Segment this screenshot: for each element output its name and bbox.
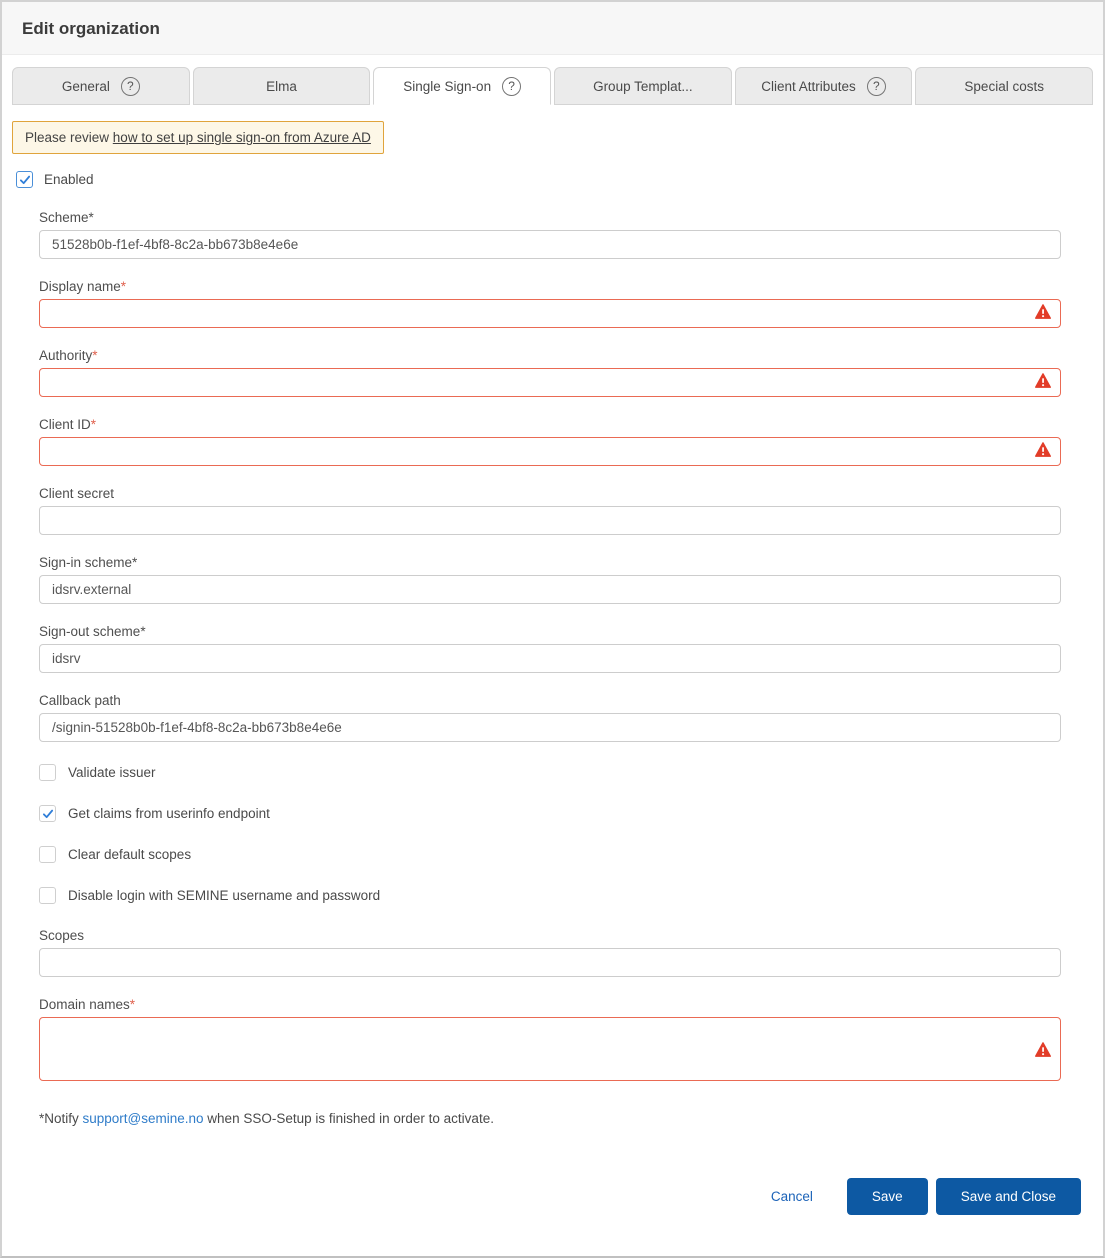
tab-content-single-sign-on (2, 105, 1103, 1215)
enabled-label: Enabled (44, 172, 94, 187)
tab-bar (12, 67, 1093, 105)
tab-group-templates[interactable] (554, 67, 732, 105)
field-label: Scopes (39, 928, 85, 943)
tab-label: Single Sign-on (403, 78, 492, 94)
field-display-name (39, 279, 1061, 328)
tab-label: Group Templat... (593, 78, 693, 94)
required-mark: * (140, 624, 146, 639)
get-claims-checkbox[interactable] (39, 805, 56, 822)
checkbox-label: Clear default scopes (68, 847, 192, 862)
sso-form-bottom (39, 928, 1061, 1086)
cancel-button[interactable]: Cancel (770, 1189, 813, 1204)
field-label: Client secret (39, 486, 115, 501)
authority-input[interactable] (39, 368, 1061, 397)
required-mark: * (132, 555, 138, 570)
required-mark: * (92, 348, 98, 363)
field-scopes (39, 928, 1061, 977)
required-mark: * (88, 210, 94, 225)
tab-general[interactable] (12, 67, 190, 105)
tab-label: Client Attributes (761, 78, 856, 94)
checkbox-row-disable-login (39, 887, 1061, 904)
tab-client-attributes[interactable] (735, 67, 913, 105)
info-banner (12, 121, 384, 154)
warning-icon (1035, 373, 1051, 393)
disable-login-checkbox[interactable] (39, 887, 56, 904)
display-name-input[interactable] (39, 299, 1061, 328)
tab-special-costs[interactable] (915, 67, 1093, 105)
dialog-header (2, 2, 1103, 55)
warning-icon (1035, 304, 1051, 324)
help-icon[interactable]: ? (867, 77, 886, 96)
validate-issuer-checkbox[interactable] (39, 764, 56, 781)
tab-elma[interactable] (193, 67, 371, 105)
scheme-input[interactable] (39, 230, 1061, 259)
note-text: when SSO-Setup is finished in order to activate. (203, 1111, 494, 1126)
clear-default-scopes-checkbox[interactable] (39, 846, 56, 863)
required-mark: * (90, 417, 97, 432)
page-title: Edit organization (22, 19, 160, 38)
field-client-id (39, 417, 1061, 466)
field-sign-out-scheme (39, 624, 1061, 673)
tab-label: Special costs (964, 78, 1044, 94)
client-secret-input[interactable] (39, 506, 1061, 535)
warning-icon (1035, 1042, 1051, 1062)
checkbox-group (39, 764, 1061, 904)
scopes-input[interactable] (39, 948, 1061, 977)
callback-path-input[interactable] (39, 713, 1061, 742)
tab-single-sign-on[interactable] (373, 67, 551, 105)
field-label: Authority* (39, 348, 98, 363)
checkbox-row-get-claims (39, 805, 1061, 822)
dialog-actions (2, 1178, 1081, 1215)
field-domain-names (39, 997, 1061, 1086)
field-label: Client ID* (39, 417, 97, 432)
help-icon[interactable]: ? (121, 77, 140, 96)
required-mark: * (120, 279, 127, 294)
field-client-secret (39, 486, 1061, 535)
checkbox-label: Validate issuer (68, 765, 156, 780)
field-label: Scheme* (39, 210, 94, 225)
azure-ad-help-link[interactable]: how to set up single sign-on from Azure AD (112, 130, 371, 145)
enabled-checkbox[interactable] (16, 171, 33, 188)
checkbox-row-validate-issuer (39, 764, 1061, 781)
checkmark-icon (19, 174, 31, 186)
checkbox-row-clear-default-scopes (39, 846, 1061, 863)
warning-icon (1035, 442, 1051, 462)
save-and-close-button[interactable]: Save and Close (936, 1178, 1081, 1215)
tab-label: General (61, 78, 110, 94)
sso-form (39, 210, 1061, 742)
field-label: Sign-out scheme* (39, 624, 146, 639)
enabled-checkbox-row (16, 171, 1103, 188)
field-sign-in-scheme (39, 555, 1061, 604)
field-label: Sign-in scheme* (39, 555, 138, 570)
banner-text: Please review (25, 130, 113, 145)
help-icon[interactable]: ? (502, 77, 521, 96)
activation-note (39, 1111, 1061, 1126)
field-label: Callback path (39, 693, 121, 708)
support-email-link[interactable]: support@semine.no (82, 1111, 204, 1126)
domain-names-textarea[interactable] (39, 1017, 1061, 1081)
note-text: *Notify (39, 1111, 83, 1126)
sign-in-scheme-input[interactable] (39, 575, 1061, 604)
checkmark-icon (42, 808, 54, 820)
tab-label: Elma (266, 78, 297, 94)
field-label: Domain names* (39, 997, 136, 1012)
sign-out-scheme-input[interactable] (39, 644, 1061, 673)
required-mark: * (129, 997, 136, 1012)
field-label: Display name* (39, 279, 127, 294)
checkbox-label: Get claims from userinfo endpoint (68, 806, 270, 821)
field-authority (39, 348, 1061, 397)
client-id-input[interactable] (39, 437, 1061, 466)
field-scheme (39, 210, 1061, 259)
checkbox-label: Disable login with SEMINE username and password (68, 888, 381, 903)
field-callback-path (39, 693, 1061, 742)
save-button[interactable]: Save (847, 1178, 928, 1215)
